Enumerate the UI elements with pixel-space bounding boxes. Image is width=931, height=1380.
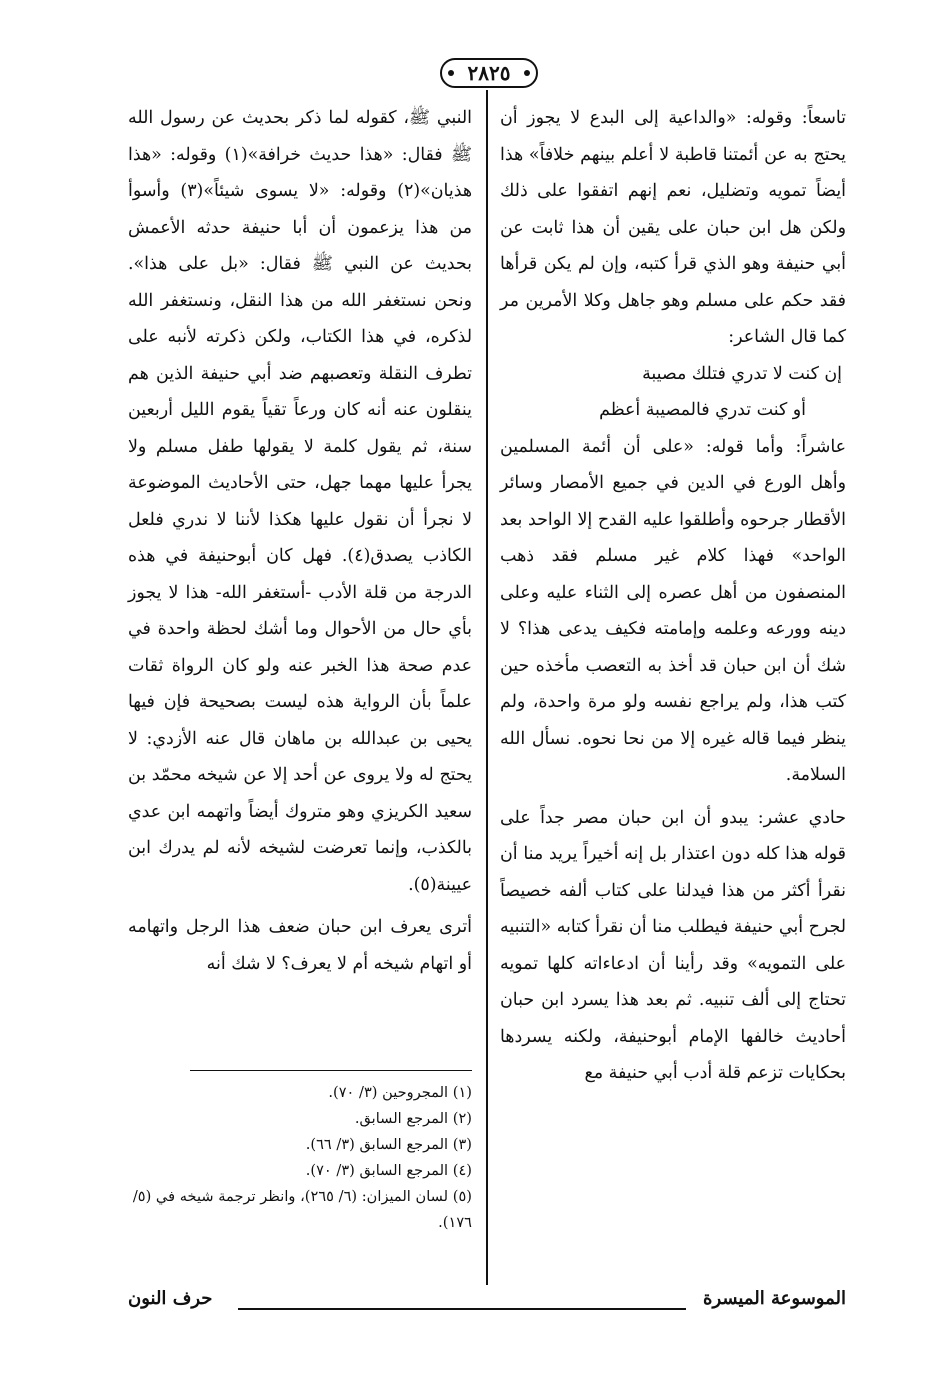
poem-verse-1: إن كنت لا تدري فتلك مصيبة <box>642 363 842 384</box>
footnote-separator <box>190 1070 472 1071</box>
right-column <box>500 100 846 1092</box>
section-title: حرف النون <box>128 1288 213 1309</box>
poem-verse-2: أو كنت تدري فالمصيبة أعظم <box>599 400 806 420</box>
book-title: الموسوعة الميسرة <box>703 1288 846 1309</box>
footnote-2: (٢) المرجع السابق. <box>354 1110 472 1127</box>
left-column <box>128 100 472 982</box>
paragraph-eleventh-point: حادي عشر: يبدو أن ابن حبان مصر جداً على قوله هذا كله دون اعتذار بل إنه أخيراً يريد منا أن نقرأ أكثر من هذا فيدلنا على كتاب ألفه خصيصاً لجرح أبي حنيفة فيطلب منا أن نقرأ كتابه «التنبيه على التمويه» وقد رأينا أن ادعاءاته كلها تمويه تحتاج إلى ألف تنبيه. ثم بعد هذا يسرد ابن حبان أحاديث خالفها الإمام أبوحنيفة، ولكنه يسردها بحكايات تزعم قلة أدب أبي حنيفة مع <box>500 807 846 1083</box>
footer-rule <box>238 1308 686 1310</box>
paragraph-left-end: أترى يعرف ابن حبان ضعف هذا الرجل واتهامه أو اتهام شيخه أم لا يعرف؟ لا شك أنه <box>128 917 472 974</box>
footnote-3: (٣) المرجع السابق (٣/ ٦٦). <box>305 1136 472 1153</box>
paragraph-tenth-point: عاشراً: وأما قوله: «على أن أئمة المسلمين وأهل الورع في الدين في جميع الأمصار وسائر الأقطار جرحوه وأطلقوا عليه القدح إلا الواحد بعد الواحد» فهذا كلام غير مسلم فقد ذهب المنصفون من أهل عصره إلى الثناء عليه وعلى دينه وورعه وعلمه وإمامته فكيف يدعى هذا؟ لا شك أن ابن حبان قد أخذ به التعصب مأخذه حين كتب هذا، ولم يراجع نفسه ولو مرة واحدة، ولم ينظر فيما قاله غيره إلا من نحا نحوه. نسأل الله السلامة. <box>500 436 846 785</box>
paragraph-left-main: النبي ﷺ، كقوله لما ذكر بحديث عن رسول الله ﷺ فقال: «هذا حديث خرافة»(١) وقوله: «هذا هذيان»(٢) وقوله: «لا يسوى شيئاً»(٣) وأسوأ من هذا يزعمون أن أبا حنيفة حدثه الأعمش بحديث عن النبي ﷺ فقال: «بل على هذا». ونحن نستغفر الله من هذا النقل، ونستغفر الله لذكره، في هذا الكتاب، ولكن ذكرته لأنبه على تطرف النقلة وتعصبهم ضد أبي حنيفة الذين هم ينقلون عنه أنه كان ورعاً تقياً يقوم الليل أربعين سنة، ثم يقول كلمة لا يقولها طفل مسلم ولا يجرأ عليها مهما جهل، حتى الأحاديث الموضوعة لا نجرأ أن نقول عليها هكذا لأننا لا ندري فلعل الكاذب يصدق(٤). فهل كان أبوحنيفة في هذه الدرجة من قلة الأدب -أستغفر الله- هذا لا يجوز بأي حال من الأحوال وما أشك لحظة واحدة في عدم صحة هذا الخبر عنه ولو كان الرواة ثقات علماً بأن الرواية هذه ليست بصحيحة فإن فيها يحيى بن عبدالله بن ماهان قال عنه الأزدي: لا يحتج له ولا يروى عن أحد إلا عن شيخه محمّد بن سعيد الكريزي وهو متروك أيضاً واتهمه ابن عدي بالكذب، وإنما تعرضت لشيخه لأنه لم يدرك ابن عيينة(٥). <box>128 108 472 895</box>
footnote-4: (٤) المرجع السابق (٣/ ٧٠). <box>305 1162 472 1179</box>
footnote-1: (١) المجروحين (٣/ ٧٠). <box>328 1084 472 1101</box>
footnote-5: (٥) لسان الميزان: (٦/ ٢٦٥)، وانظر ترجمة شيخه في (٥/ ١٧٦). <box>132 1188 472 1231</box>
page-footer <box>128 1288 846 1318</box>
footnotes <box>128 1080 472 1236</box>
paragraph-ninth-point: تاسعاً: وقوله: «والداعية إلى البدع لا يجوز أن يحتج به عن أئمتنا قاطبة لا أعلم بينهم خلافاً» هذا أيضاً تمويه وتضليل، نعم إنهم اتفقوا على ذلك ولكن هل ابن حبان على يقين أن هذا ثابت عن أبي حنيفة وهو الذي قرأ كتبه، وإن لم يكن قرأها فقد حكم على مسلم وهو جاهل وكلا الأمرين مر كما قال الشاعر: <box>500 108 846 347</box>
column-divider <box>486 90 488 1285</box>
page-number: ٢٨٢٥ <box>440 58 538 88</box>
